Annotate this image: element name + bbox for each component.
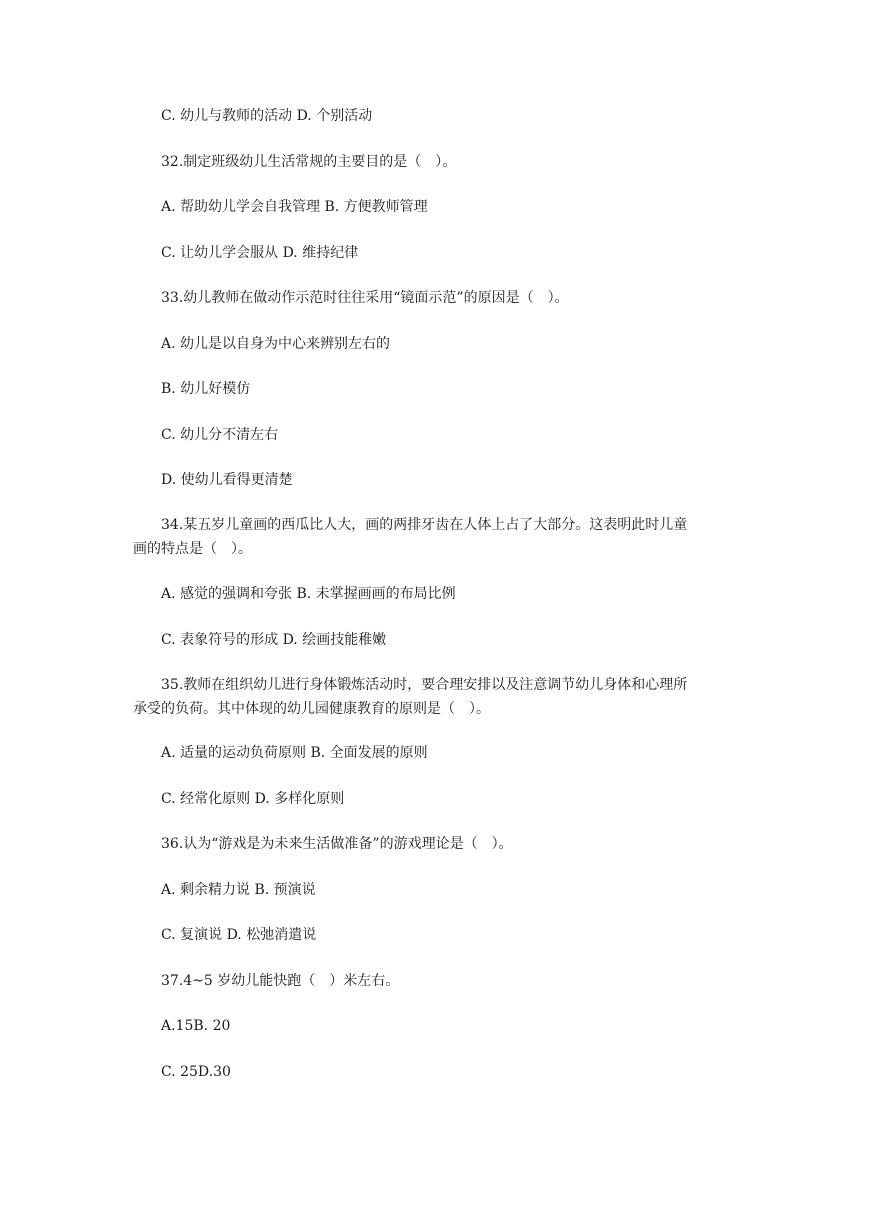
option-line-32-cd: C. 让幼儿学会服从 D. 维持纪律 bbox=[161, 245, 359, 261]
option-line-35-ab: A. 适量的运动负荷原则 B. 全面发展的原则 bbox=[161, 745, 428, 761]
question-35-line-1: 35.教师在组织幼儿进行身体锻炼活动时，要合理安排以及注意调节幼儿身体和心理所 bbox=[161, 677, 688, 693]
option-line-35-cd: C. 经常化原则 D. 多样化原则 bbox=[161, 791, 345, 807]
question-35-line-2: 承受的负荷。其中体现的幼儿园健康教育的原则是（ ）。 bbox=[133, 701, 490, 717]
option-line-37-ab: A.15B. 20 bbox=[161, 1018, 231, 1034]
question-34-line-1: 34.某五岁儿童画的西瓜比人大，画的两排牙齿在人体上占了大部分。这表明此时儿童 bbox=[161, 517, 688, 533]
option-line-34-ab: A. 感觉的强调和夸张 B. 未掌握画画的布局比例 bbox=[161, 586, 456, 602]
option-line-37-cd: C. 25D.30 bbox=[161, 1064, 231, 1080]
option-line-32-ab: A. 帮助幼儿学会自我管理 B. 方便教师管理 bbox=[161, 199, 428, 215]
question-36: 36.认为“游戏是为未来生活做准备”的游戏理论是（ ）。 bbox=[161, 836, 513, 852]
question-37: 37.4~5 岁幼儿能快跑（ ）米左右。 bbox=[161, 973, 400, 989]
option-line-36-cd: C. 复演说 D. 松弛消遣说 bbox=[161, 927, 317, 943]
option-line-36-ab: A. 剩余精力说 B. 预演说 bbox=[161, 882, 316, 898]
option-33-c: C. 幼儿分不清左右 bbox=[161, 427, 279, 443]
question-33: 33.幼儿教师在做动作示范时往往采用“镜面示范”的原因是（ ）。 bbox=[161, 290, 569, 306]
question-32: 32.制定班级幼儿生活常规的主要目的是（ ）。 bbox=[161, 154, 457, 170]
question-35 bbox=[133, 673, 746, 721]
question-34 bbox=[133, 513, 746, 561]
question-34-line-2: 画的特点是（ ）。 bbox=[133, 541, 252, 557]
option-line-31-cd: C. 幼儿与教师的活动 D. 个别活动 bbox=[161, 108, 373, 124]
option-33-b: B. 幼儿好模仿 bbox=[161, 381, 251, 397]
option-33-d: D. 使幼儿看得更清楚 bbox=[161, 472, 293, 488]
option-33-a: A. 幼儿是以自身为中心来辨别左右的 bbox=[161, 336, 391, 352]
option-line-34-cd: C. 表象符号的形成 D. 绘画技能稚嫩 bbox=[161, 632, 387, 648]
